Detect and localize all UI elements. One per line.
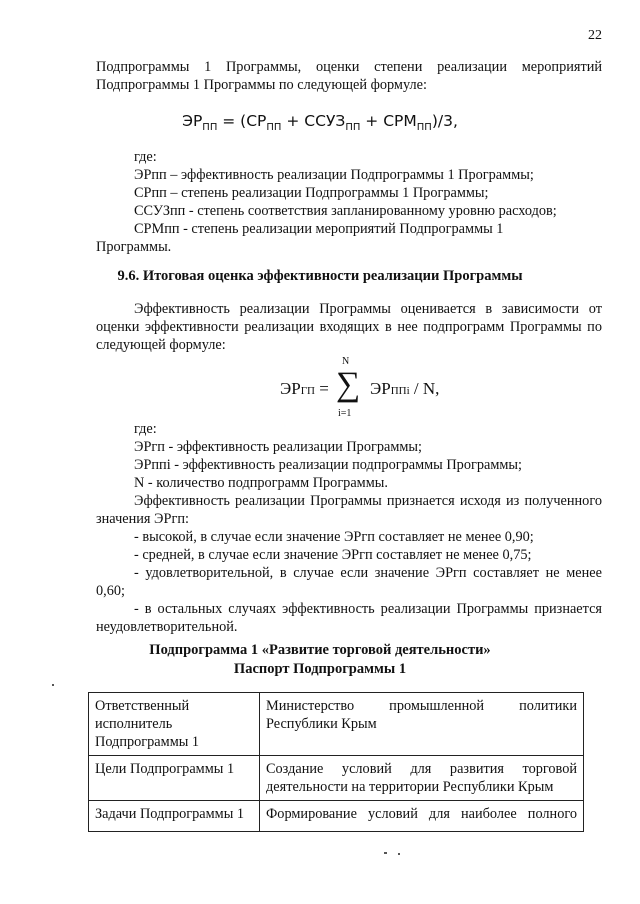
- intro-line-1: Подпрограммы 1 Программы, оценки степени реализации мероприятий: [96, 59, 602, 75]
- where2-item: ЭРппi - эффективность реализации подпрограммы Программы;: [134, 457, 523, 473]
- formula1-tail: )/3,: [431, 112, 458, 130]
- where2-item: ЭРгп - эффективность реализации Программы;: [134, 439, 423, 455]
- where1-item: ССУЗпп - степень соответствия запланированному уровню расходов;: [134, 203, 557, 219]
- formula1-sub3: ПП: [416, 122, 432, 134]
- where1-item: СРпп – степень реализации Подпрограммы 1 Программы;: [134, 185, 489, 201]
- formula1-lhs-sub: ПП: [202, 122, 218, 134]
- formula1-plus2: + СРМ: [360, 112, 417, 130]
- criteria-item: - средней, в случае если значение ЭРгп составляет не менее 0,75;: [134, 547, 532, 563]
- where1-item: СРМпп - степень реализации мероприятий Подпрограммы 1: [134, 221, 504, 237]
- formula2-upper-limit: N: [342, 356, 350, 367]
- passport-title: Паспорт Подпрограммы 1: [233, 661, 407, 677]
- criteria-item: - удовлетворительной, в случае если значение ЭРгп составляет не менее 0,60;: [96, 565, 602, 599]
- criteria-item: - в остальных случаях эффективность реализации Программы признается неудовлетворительной.: [96, 601, 602, 635]
- table-row: [89, 801, 584, 832]
- scan-artifact: [384, 852, 387, 854]
- formula2-rhs: ЭРППi / N,: [370, 379, 440, 398]
- passport-label: Задачи Подпрограммы 1: [89, 801, 260, 832]
- passport-value: Министерство промышленной политики Республики Крым: [260, 693, 584, 756]
- where2-item: N - количество подпрограмм Программы.: [134, 475, 388, 491]
- where1-item: ЭРпп – эффективность реализации Подпрограммы 1 Программы;: [134, 167, 534, 183]
- page-number: 22: [588, 28, 602, 43]
- passport-table: [88, 692, 584, 832]
- scan-artifact: [52, 684, 54, 686]
- formula1-sub2: ПП: [345, 122, 361, 134]
- formula2-lower-limit: i=1: [338, 408, 352, 419]
- formula-subprogram-efficiency: [0, 112, 640, 133]
- formula1-eq: = (СР: [217, 112, 267, 130]
- paragraph-program-efficiency: Эффективность реализации Программы оценивается в зависимости от оценки эффективности реализации входящих в нее подпрограмм Программы по следующей формуле:: [96, 301, 602, 353]
- criteria-item: - высокой, в случае если значение ЭРгп составляет не менее 0,90;: [134, 529, 534, 545]
- paragraph-recognition: Эффективность реализации Программы признается исходя из полученного значения ЭРгп:: [96, 493, 602, 527]
- sigma-symbol: ∑: [336, 366, 361, 403]
- formula2-lhs: ЭРГП =: [280, 379, 329, 398]
- table-row: [89, 693, 584, 756]
- passport-label: Цели Подпрограммы 1: [89, 756, 260, 801]
- where1-label: где:: [134, 149, 157, 165]
- passport-value: Формирование условий для наиболее полного: [260, 801, 584, 832]
- passport-value: Создание условий для развития торговой деятельности на территории Республики Крым: [260, 756, 584, 801]
- subprogram-title: Подпрограмма 1 «Развитие торговой деятельности»: [149, 642, 491, 658]
- section-heading: 9.6. Итоговая оценка эффективности реализации Программы: [117, 268, 523, 284]
- formula1-sub1: ПП: [266, 122, 282, 134]
- intro-line-2: Подпрограммы 1 Программы по следующей формуле:: [96, 77, 427, 93]
- formula-program-efficiency: [280, 356, 500, 426]
- formula1-lhs: ЭР: [182, 112, 203, 130]
- where2-label: где:: [134, 421, 157, 437]
- scan-artifact: [398, 853, 400, 855]
- passport-label: Ответственный исполнитель Подпрограммы 1: [89, 693, 260, 756]
- table-row: [89, 756, 584, 801]
- formula1-plus1: + ССУЗ: [281, 112, 346, 130]
- where1-continuation: Программы.: [96, 239, 172, 255]
